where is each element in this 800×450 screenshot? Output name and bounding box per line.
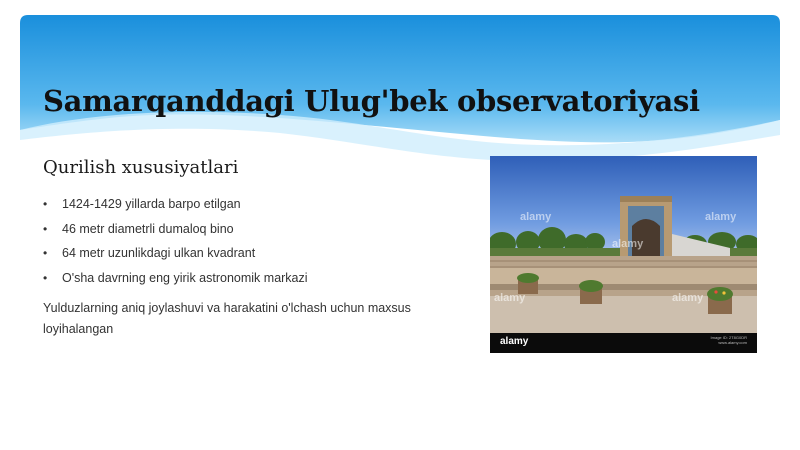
site-text: www.alamy.com	[718, 340, 747, 345]
image-credit	[711, 335, 747, 345]
bullet-list	[43, 195, 308, 293]
observatory-photo	[490, 156, 757, 353]
slide-title: Samarqanddagi Ulug'bek observatoriyasi	[43, 84, 700, 118]
section-subtitle: Qurilish xususiyatlari	[43, 157, 239, 178]
watermark-overlay: alamy	[672, 292, 704, 304]
observatory-illustration	[490, 156, 757, 353]
watermark-bar	[490, 333, 757, 353]
watermark-overlay: alamy	[520, 211, 552, 223]
list-item	[43, 269, 308, 294]
bullet-text: O'sha davrning eng yirik astronomik markazi	[62, 270, 308, 285]
alamy-logo: alamy	[500, 336, 529, 347]
bullet-text: 46 metr diametrli dumaloq bino	[62, 221, 234, 236]
list-item	[43, 244, 308, 269]
bullet-icon: •	[43, 246, 48, 260]
bullet-icon: •	[43, 197, 48, 211]
description-paragraph: Yulduzlarning aniq joylashuvi va harakatini o'lchash uchun maxsus loyihalangan	[43, 301, 411, 336]
list-item	[43, 220, 308, 245]
watermark-overlay: alamy	[494, 292, 526, 304]
bullet-icon: •	[43, 221, 48, 236]
bullet-icon: •	[43, 270, 48, 285]
list-item	[43, 195, 308, 220]
bullet-text: 1424-1429 yillarda barpo etilgan	[62, 197, 241, 211]
watermark-overlay: alamy	[705, 211, 737, 223]
watermark-overlay: alamy	[612, 238, 644, 250]
bullet-text: 64 metr uzunlikdagi ulkan kvadrant	[62, 246, 256, 260]
image-id-text: Image ID: 2T8G0DR	[710, 335, 747, 340]
